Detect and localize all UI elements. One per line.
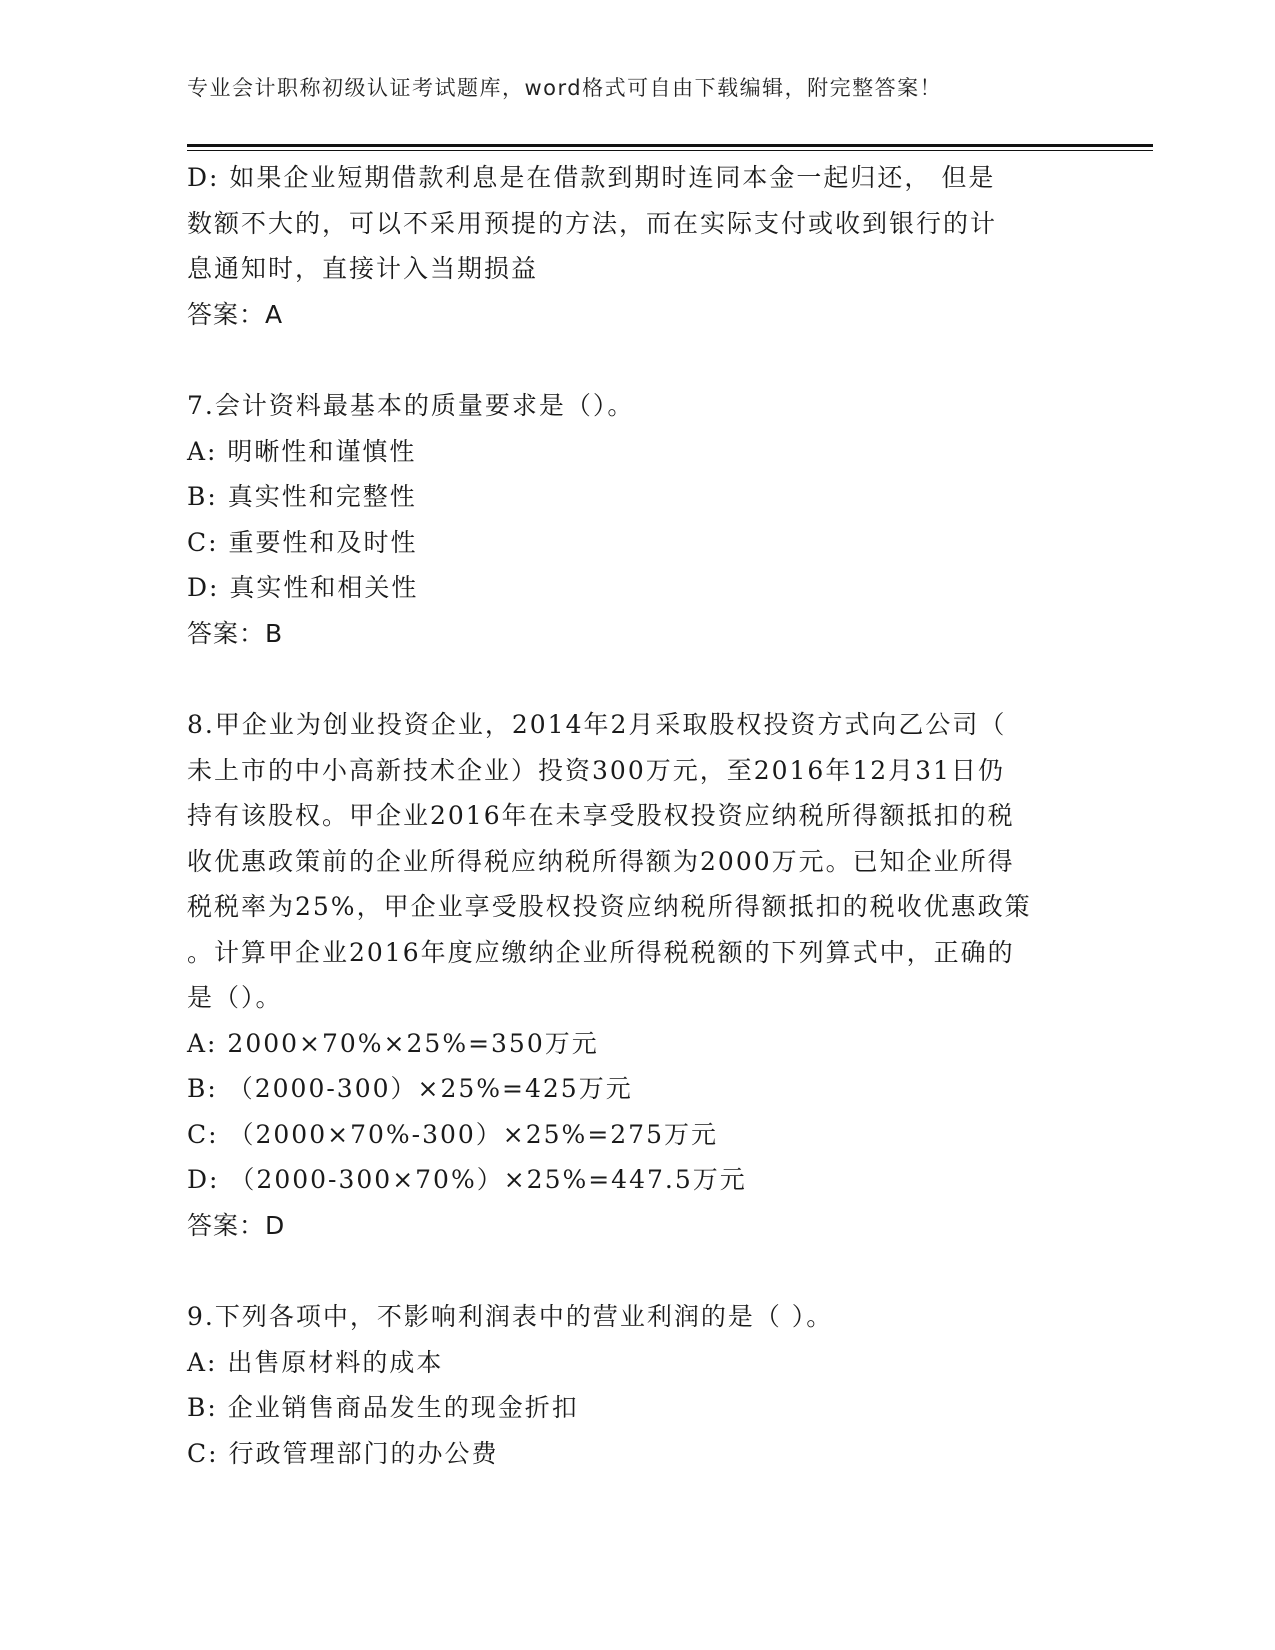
option-a: A: 明晰性和谨慎性 [187, 436, 417, 466]
option-b: B: 真实性和完整性 [187, 482, 417, 511]
option-c: C: 重要性和及时性 [187, 527, 418, 557]
question-6 [187, 155, 1087, 337]
question-text: 7.会计资料最基本的质量要求是（）。 [187, 391, 635, 420]
header-rule-thin [187, 150, 1153, 151]
question-text: 税税率为25%，甲企业享受股权投资应纳税所得额抵扣的税收优惠政策 [187, 892, 1032, 921]
question-text: 是（）。 [187, 983, 283, 1012]
option-d-line: 数额不大的，可以不采用预提的方法，而在实际支付或收到银行的计 [187, 208, 998, 238]
option-c: C: （2000×70%-300）×25%=275万元 [187, 1119, 718, 1149]
question-text: 未上市的中小高新技术企业）投资300万元，至2016年12月31日仍 [187, 755, 1005, 785]
option-a: A: 2000×70%×25%=350万元 [187, 1028, 599, 1058]
question-text: 9.下列各项中，不影响利润表中的营业利润的是（ ）。 [187, 1302, 834, 1331]
question-text: 。计算甲企业2016年度应缴纳企业所得税税额的下列算式中，正确的 [187, 937, 1015, 967]
page-header: 专业会计职称初级认证考试题库，word格式可自由下载编辑，附完整答案！ [187, 76, 943, 100]
answer: 答案：D [187, 1210, 286, 1240]
option-d: D: （2000-300×70%）×25%=447.5万元 [187, 1165, 747, 1194]
question-text: 8.甲企业为创业投资企业，2014年2月采取股权投资方式向乙公司（ [187, 710, 1007, 739]
option-b: B: 企业销售商品发生的现金折扣 [187, 1393, 579, 1422]
option-a: A: 出售原材料的成本 [187, 1347, 444, 1377]
option-b: B: （2000-300）×25%=425万元 [187, 1074, 633, 1103]
question-text: 持有该股权。甲企业2016年在未享受股权投资应纳税所得额抵扣的税 [187, 801, 1015, 830]
option-c: C: 行政管理部门的办公费 [187, 1438, 499, 1468]
question-8 [187, 702, 1087, 1248]
question-text: 收优惠政策前的企业所得税应纳税所得额为2000万元。已知企业所得 [187, 846, 1015, 876]
answer: 答案：B [187, 618, 284, 648]
option-d: D: 真实性和相关性 [187, 573, 419, 602]
document-body [187, 155, 1087, 1476]
option-d-line: 息通知时，直接计入当期损益 [187, 254, 539, 283]
answer: 答案：A [187, 299, 284, 329]
option-d-line: D: 如果企业短期借款利息是在借款到期时连同本金一起归还， 但是 [187, 163, 996, 192]
header-rule-thick [187, 144, 1153, 147]
question-9 [187, 1294, 1087, 1476]
question-7 [187, 383, 1087, 656]
